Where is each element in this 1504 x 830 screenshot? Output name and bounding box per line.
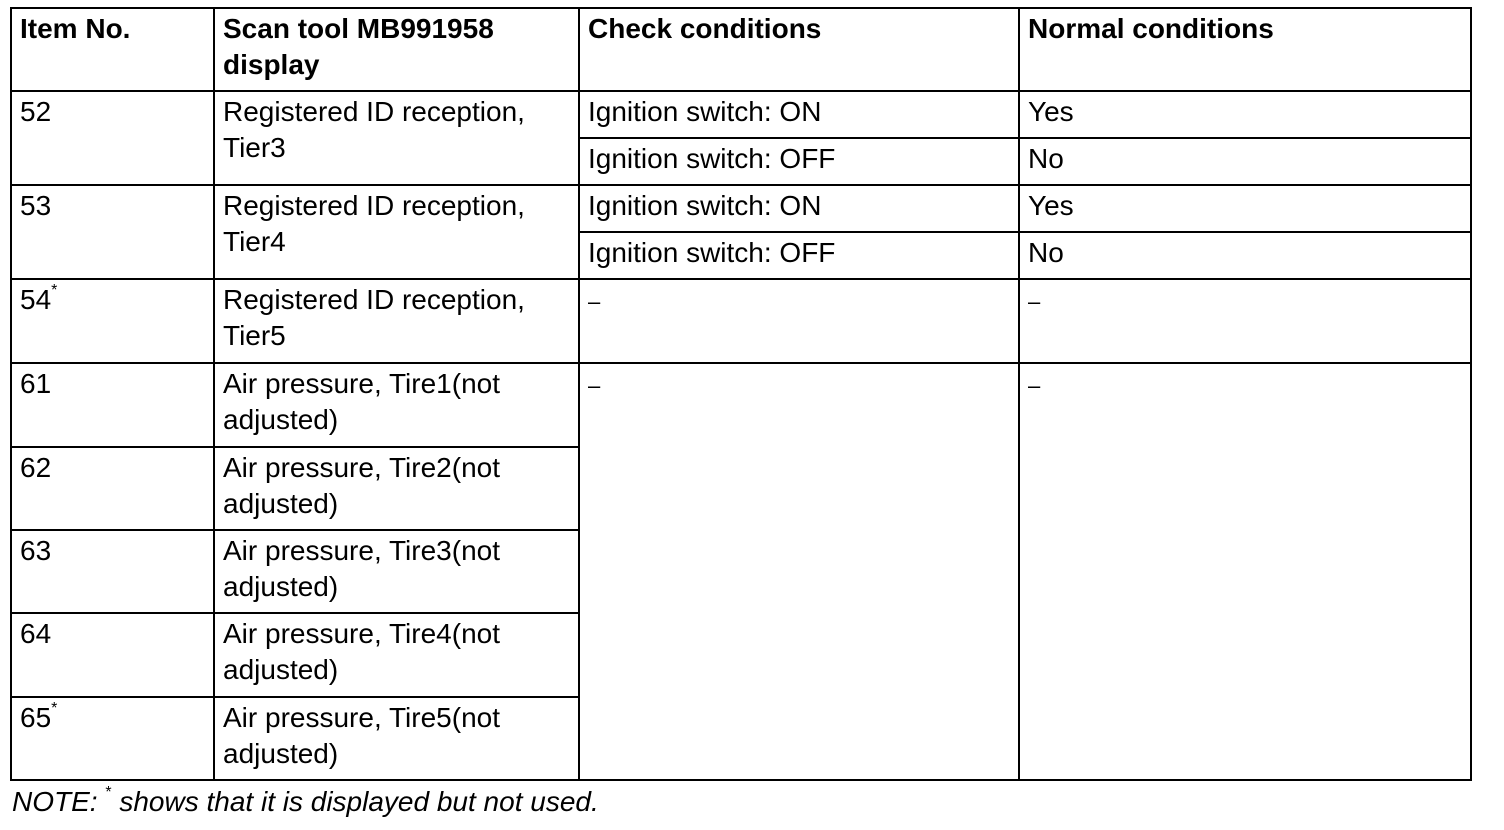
item-number-cell [11,279,214,363]
item-number: 63 [11,530,214,613]
normal-condition: Yes [1019,91,1471,138]
note-text: shows that it is displayed but not used. [111,786,599,817]
normal-condition: No [1019,232,1471,279]
display-name: Air pressure, Tire3(not adjusted) [214,530,579,613]
display-name: Registered ID reception, Tier4 [214,185,579,279]
normal-condition-cell [1019,363,1471,780]
normal-condition: Yes [1019,185,1471,232]
display-name: Air pressure, Tire5(not adjusted) [214,697,579,780]
item-number: 61 [11,363,214,447]
check-condition: – [588,289,601,314]
check-condition: Ignition switch: ON [579,185,1019,232]
header-check-conditions: Check conditions [579,8,1019,91]
normal-condition: – [1028,373,1041,398]
table-header-row [11,8,1471,91]
item-number: 54 [20,284,52,315]
item-number: 62 [11,447,214,530]
header-scan-tool-display: Scan tool MB991958 display [214,8,579,91]
diagnostic-data-table [10,7,1472,781]
display-name: Registered ID reception, Tier3 [214,91,579,185]
header-normal-conditions: Normal conditions [1019,8,1471,91]
display-name: Air pressure, Tire2(not adjusted) [214,447,579,530]
table-row [11,363,1471,447]
header-item-no: Item No. [11,8,214,91]
item-number-cell [11,697,214,780]
display-name: Registered ID reception, Tier5 [214,279,579,363]
check-condition: Ignition switch: OFF [579,232,1019,279]
check-condition: – [588,373,601,398]
note-mark: * [105,784,112,801]
check-condition: Ignition switch: OFF [579,138,1019,185]
footnote-mark: * [51,700,58,717]
normal-condition-cell [1019,279,1471,363]
check-condition-cell [579,279,1019,363]
item-number: 64 [11,613,214,697]
table-row [11,185,1471,232]
normal-condition: – [1028,289,1041,314]
footnote-mark: * [51,282,58,299]
check-condition-cell [579,363,1019,780]
item-number: 52 [11,91,214,185]
note-prefix: NOTE: [12,786,106,817]
display-name: Air pressure, Tire1(not adjusted) [214,363,579,447]
display-name: Air pressure, Tire4(not adjusted) [214,613,579,697]
footnote [12,784,599,820]
table-row [11,91,1471,138]
item-number: 65 [20,702,52,733]
table-row [11,279,1471,363]
item-number: 53 [11,185,214,279]
check-condition: Ignition switch: ON [579,91,1019,138]
normal-condition: No [1019,138,1471,185]
